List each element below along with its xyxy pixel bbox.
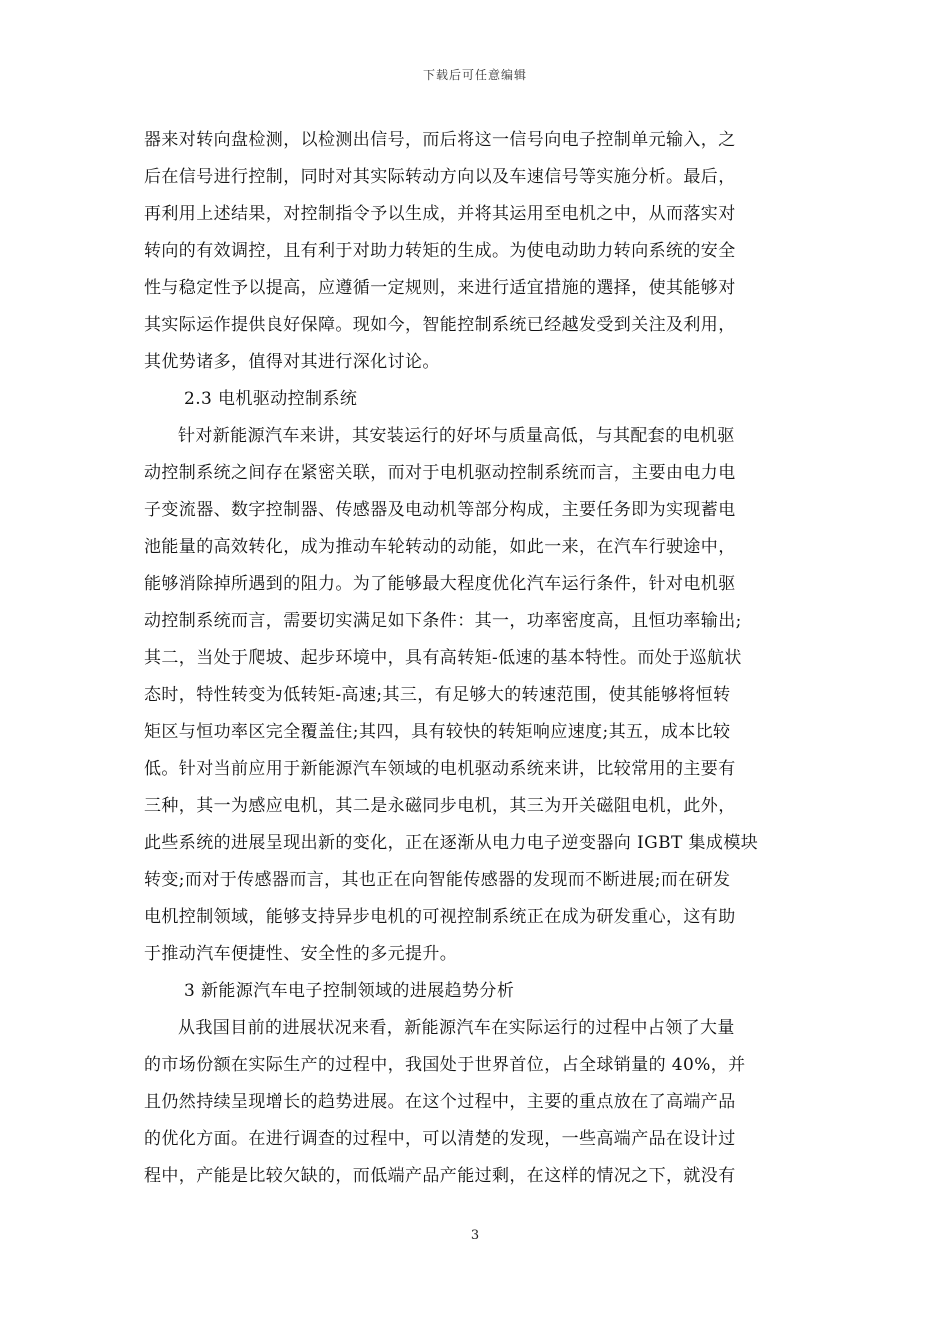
text-line: 于推动汽车便捷性、安全性的多元提升。 <box>144 944 458 964</box>
text-line: 从我国目前的进展状况来看，新能源汽车在实际运行的过程中占领了大量 <box>178 1018 735 1038</box>
text-line: 其实际运作提供良好保障。现如今，智能控制系统已经越发受到关注及利用， <box>144 315 736 335</box>
text-line: 电机控制领域，能够支持异步电机的可视控制系统正在成为研发重心，这有助 <box>144 907 736 927</box>
text-line: 其优势诸多，值得对其进行深化讨论。 <box>144 352 440 372</box>
text-line: 池能量的高效转化，成为推动车轮转动的动能，如此一来，在汽车行驶途中， <box>144 537 736 557</box>
text-line: 性与稳定性予以提高，应遵循一定规则，来进行适宜措施的選择，使其能够对 <box>144 278 736 298</box>
text-line: 态时，特性转变为低转矩-高速;其三，有足够大的转速范围，使其能够将恒转 <box>144 685 731 705</box>
text-line: 且仍然持续呈现增长的趋势进展。在这个过程中，主要的重点放在了高端产品 <box>144 1092 736 1112</box>
text-line: 能够消除掉所遇到的阻力。为了能够最大程度优化汽车运行条件，针对电机驱 <box>144 574 736 594</box>
section-heading: 2.3 电机驱动控制系统 <box>184 389 358 409</box>
text-line: 转变;而对于传感器而言，其也正在向智能传感器的发现而不断进展;而在研发 <box>144 870 731 890</box>
text-line: 的市场份额在实际生产的过程中，我国处于世界首位，占全球销量的 40%，并 <box>144 1055 746 1075</box>
document-body <box>144 122 810 1195</box>
page-header: 下载后可任意编辑 <box>422 68 527 82</box>
text-line: 动控制系统之间存在紧密关联，而对于电机驱动控制系统而言，主要由电力电 <box>144 463 736 483</box>
section-heading: 3 新能源汽车电子控制领域的进展趋势分析 <box>184 981 515 1001</box>
text-line: 器来对转向盘检测，以检测出信号，而后将这一信号向电子控制单元输入，之 <box>144 130 736 150</box>
text-line: 此些系统的进展呈现出新的变化，正在逐渐从电力电子逆变器向 IGBT 集成模块 <box>144 833 759 853</box>
text-line: 低。针对当前应用于新能源汽车领域的电机驱动系统来讲，比较常用的主要有 <box>144 759 736 779</box>
text-line: 针对新能源汽车来讲，其安装运行的好坏与质量高低，与其配套的电机驱 <box>178 426 735 446</box>
text-line: 子变流器、数字控制器、传感器及电动机等部分构成，主要任务即为实现蓄电 <box>144 500 736 520</box>
text-line: 的优化方面。在进行调查的过程中，可以清楚的发现，一些高端产品在设计过 <box>144 1129 736 1149</box>
text-line: 程中，产能是比较欠缺的，而低端产品产能过剩，在这样的情况之下，就没有 <box>144 1166 736 1186</box>
text-line: 三种，其一为感应电机，其二是永磁同步电机，其三为开关磁阻电机，此外， <box>144 796 736 816</box>
text-line: 其二，当处于爬坡、起步环境中，具有高转矩-低速的基本特性。而处于巡航状 <box>144 648 742 668</box>
text-line: 再利用上述结果，对控制指令予以生成，并将其运用至电机之中，从而落实对 <box>144 204 736 224</box>
text-line: 矩区与恒功率区完全覆盖住;其四，具有较快的转矩响应速度;其五，成本比较 <box>144 722 731 742</box>
text-line: 动控制系统而言，需要切实满足如下条件：其一，功率密度高，且恒功率输出; <box>144 611 742 631</box>
text-line: 后在信号进行控制，同时对其实际转动方向以及车速信号等实施分析。最后， <box>144 167 736 187</box>
text-line: 转向的有效调控，且有利于对助力转矩的生成。为使电动助力转向系统的安全 <box>144 241 736 261</box>
page-number: 3 <box>470 1228 480 1243</box>
